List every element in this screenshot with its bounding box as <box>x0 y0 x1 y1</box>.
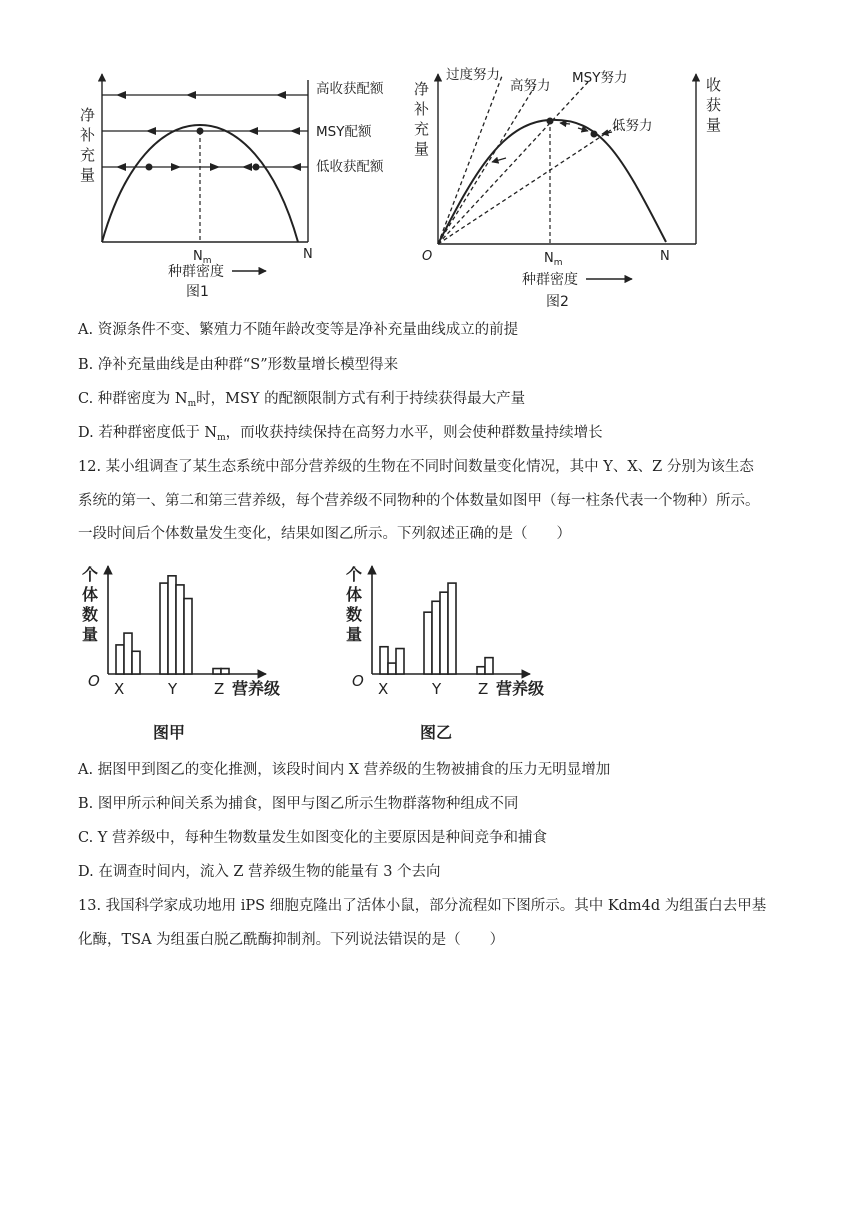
q12-option-b: B. 图甲所示种间关系为捕食，图甲与图乙所示生物群落物种组成不同 <box>78 796 519 812</box>
jia-bar-x-2 <box>124 633 132 674</box>
chart-yi <box>344 562 574 712</box>
jia-ylabel-3: 数 <box>82 605 99 624</box>
figure-2 <box>410 62 740 312</box>
yi-bar-x-1 <box>380 647 388 674</box>
fig2-msy-effort-label: MSY努力 <box>572 70 628 86</box>
jia-x-axis-label: 营养级 <box>232 679 281 698</box>
fig2-low-effort-line <box>438 124 620 244</box>
fig2-high-effort-line <box>438 86 535 244</box>
jia-bar-y-4 <box>184 599 192 674</box>
jia-x-tick-y: Y <box>168 680 178 698</box>
jia-bar-z-2 <box>221 669 229 674</box>
q12-option-d: D. 在调查时间内，流入 Z 营养级生物的能量有 3 个去向 <box>78 864 441 880</box>
q12-option-c: C. Y 营养级中，每种生物数量发生如图变化的主要原因是种间竞争和捕食 <box>78 830 547 846</box>
fig2-xlabel: 种群密度 <box>522 272 578 288</box>
jia-ylabel-2: 体 <box>82 585 99 604</box>
fig2-caption: 图2 <box>546 294 569 310</box>
yi-ylabel-1: 个 <box>346 565 363 584</box>
yi-ylabel-2: 体 <box>346 585 363 604</box>
fig2-ylabel-left-1: 净 <box>414 80 430 98</box>
fig2-high-effort-label: 高努力 <box>510 78 551 94</box>
yi-bar-y-4 <box>448 583 456 674</box>
yi-origin: O <box>352 672 364 690</box>
jia-ylabel-4: 量 <box>82 625 99 644</box>
fig1-ylabel-2: 补 <box>80 126 96 144</box>
fig2-msy-effort-line <box>438 82 588 244</box>
yi-x-tick-y: Y <box>432 680 442 698</box>
yi-x-axis-label: 营养级 <box>496 679 545 698</box>
q11-option-b: B. 净补充量曲线是由种群“S”形数量增长模型得来 <box>78 357 399 373</box>
q12-stem-line-2: 系统的第一、第二和第三营养级，每个营养级不同物种的个体数量如图甲（每一柱条代表一个物种）所示。 <box>78 493 760 509</box>
fig1-ylabel-4: 量 <box>80 166 96 184</box>
jia-bar-x-1 <box>116 645 124 674</box>
fig1-n: N <box>303 247 313 262</box>
yi-ylabel-3: 数 <box>346 605 363 624</box>
q11-option-c: C. 种群密度为 $N_m$时，MSY 的配额限制方式有利于持续获得最大产量 <box>78 391 526 409</box>
yi-ylabel-4: 量 <box>346 625 363 644</box>
q12-stem-line-3: 一段时间后个体数量发生变化，结果如图乙所示。下列叙述正确的是（ ） <box>78 526 571 542</box>
fig1-caption: 图1 <box>186 284 209 300</box>
yi-bar-y-1 <box>424 612 432 674</box>
jia-bar-y-3 <box>176 585 184 674</box>
jia-x-tick-z: Z <box>214 680 225 698</box>
fig1-msy-quota-label: MSY配额 <box>316 124 372 140</box>
q11-option-a: A. 资源条件不变、繁殖力不随年龄改变等是净补充量曲线成立的前提 <box>78 322 519 338</box>
fig1-xlabel: 种群密度 <box>168 264 224 280</box>
yi-bar-z-2 <box>485 658 493 674</box>
jia-bar-y-1 <box>160 583 168 674</box>
fig1-high-quota-label: 高收获配额 <box>316 81 384 97</box>
yi-bar-y-3 <box>440 592 448 674</box>
fig2-over-effort-line <box>438 76 502 244</box>
jia-x-tick-x: X <box>114 680 125 698</box>
fig1-ylabel-1: 净 <box>80 106 96 124</box>
q12-option-a: A. 据图甲到图乙的变化推测，该段时间内 X 营养级的生物被捕食的压力无明显增加 <box>78 762 611 778</box>
q13-stem-line-1: 13. 我国科学家成功地用 iPS 细胞克隆出了活体小鼠，部分流程如下图所示。其中 Kdm4d 为组蛋白去甲基 <box>78 898 767 914</box>
fig2-ylabel-left-4: 量 <box>414 140 430 158</box>
q12-stem-line-1: 12. 某小组调查了某生态系统中部分营养级的生物在不同时间数量变化情况，其中 Y、X、Z 分别为该生态 <box>78 459 754 475</box>
caption-jia: 图甲 <box>153 723 186 742</box>
fig1-nm: $N_m$ <box>193 249 212 266</box>
fig1-ylabel-3: 充 <box>80 146 96 164</box>
yi-bar-y-2 <box>432 601 440 674</box>
yi-bar-x-3 <box>396 649 404 674</box>
fig2-ylabel-right-2: 获 <box>706 96 722 114</box>
fig2-ylabel-right-1: 收 <box>706 76 722 94</box>
yi-x-tick-x: X <box>378 680 389 698</box>
fig2-over-effort-label: 过度努力 <box>446 67 500 83</box>
jia-bar-x-3 <box>132 651 140 674</box>
jia-origin: O <box>88 672 100 690</box>
jia-ylabel-1: 个 <box>82 565 99 584</box>
jia-bar-z-1 <box>213 669 221 674</box>
caption-yi: 图乙 <box>420 723 453 742</box>
jia-bar-y-2 <box>168 576 176 674</box>
fig2-low-effort-label: 低努力 <box>612 118 653 134</box>
figure-1 <box>76 66 406 306</box>
fig2-ylabel-left-2: 补 <box>414 100 430 118</box>
fig2-ylabel-right-3: 量 <box>706 116 722 134</box>
yi-x-tick-z: Z <box>478 680 489 698</box>
q11-option-d: D. 若种群密度低于 $N_m$，而收获持续保持在高努力水平，则会使种群数量持续增长 <box>78 425 603 443</box>
yi-bar-z-1 <box>477 667 485 674</box>
fig2-origin: O <box>422 249 433 264</box>
q13-stem-line-2: 化酶，TSA 为组蛋白脱乙酰酶抑制剂。下列说法错误的是（ ） <box>78 932 505 948</box>
yi-bar-x-2 <box>388 663 396 674</box>
fig2-nm: $N_m$ <box>544 251 563 268</box>
fig2-ylabel-left-3: 充 <box>414 120 430 138</box>
fig1-low-quota-label: 低收获配额 <box>316 159 384 175</box>
chart-jia <box>80 562 310 712</box>
fig2-n: N <box>660 249 670 264</box>
fig2-curve <box>438 120 666 244</box>
